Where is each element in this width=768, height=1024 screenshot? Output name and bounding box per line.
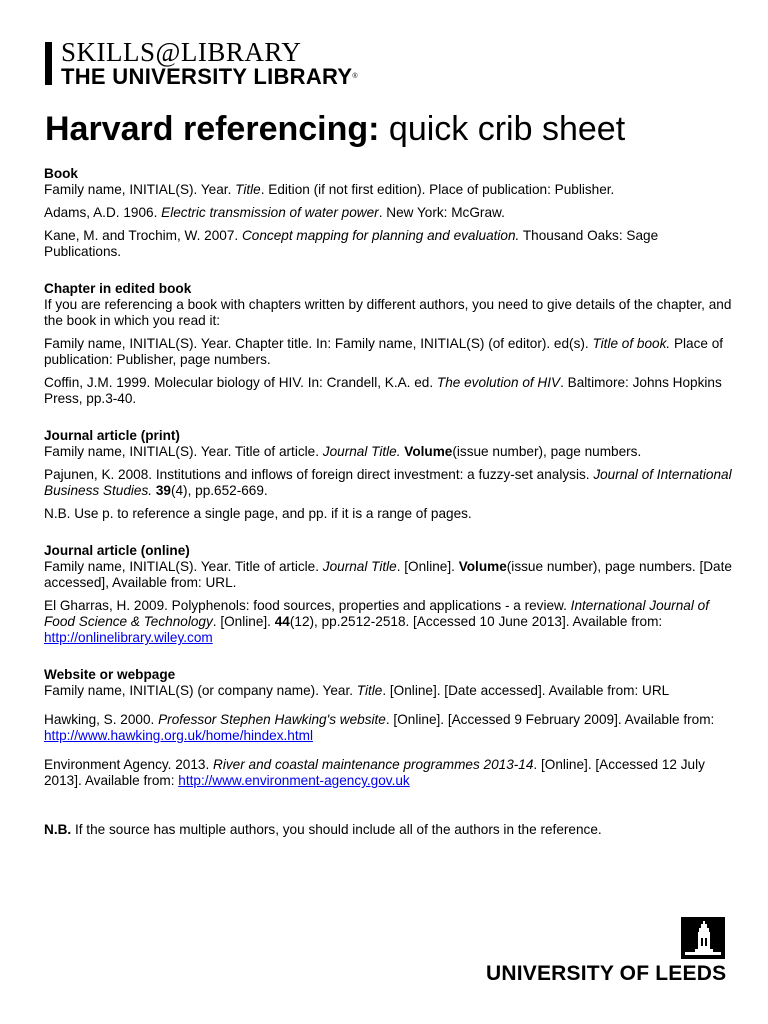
text-run: Coffin, J.M. 1999. Molecular biology of HIV. In: Crandell, K.A. ed. — [44, 375, 437, 390]
text-run: Family name, INITIAL(S). Year. — [44, 182, 236, 197]
book-example-1 — [44, 205, 734, 221]
text-run: Professor Stephen Hawking's website — [158, 712, 386, 727]
website-heading: Website or webpage — [44, 667, 176, 682]
chapter-heading: Chapter in edited book — [44, 281, 192, 296]
chapter-intro: If you are referencing a book with chapters written by different authors, you need to give details of the chapter, and the book in which you read it: — [44, 297, 732, 328]
trademark: ® — [352, 73, 358, 80]
wiley-link[interactable]: http://onlinelibrary.wiley.com — [44, 630, 213, 645]
text-run: International Journal of Food Science & Technology — [44, 598, 709, 629]
journal-online-heading: Journal article (online) — [44, 543, 190, 558]
header-bar — [45, 42, 52, 85]
text-run: Pajunen, K. 2008. Institutions and inflows of foreign direct investment: a fuzzy-set analysis. — [44, 467, 594, 482]
text-run: Journal Title — [322, 559, 397, 574]
text-run: . Baltimore: Johns Hopkins Press, pp.3-40. — [44, 375, 722, 406]
website-format — [44, 683, 734, 699]
final-note-label: N.B. — [44, 822, 72, 837]
text-run: Journal of International Business Studies. — [44, 467, 732, 498]
text-run: Kane, M. and Trochim, W. 2007. — [44, 228, 242, 243]
text-run: (12), pp.2512-2518. [Accessed 10 June 2013]. Available from: — [289, 614, 663, 629]
text-run: Family name, INITIAL(S). Year. Chapter title. In: Family name, INITIAL(S) (of editor). ed(s). — [44, 336, 593, 351]
text-run: Family name, INITIAL(S) (or company name). Year. — [44, 683, 357, 698]
hawking-link[interactable]: http://www.hawking.org.uk/home/hindex.html — [44, 728, 313, 743]
text-run: Family name, INITIAL(S). Year. Title of article. — [44, 559, 323, 574]
journal-online-example — [44, 598, 734, 646]
book-heading: Book — [44, 166, 78, 181]
chapter-format — [44, 336, 734, 368]
text-run: Electric transmission of water power — [161, 205, 379, 220]
page-title — [45, 108, 625, 150]
text-run: Title — [235, 182, 261, 197]
text-run: Place of publication: Publisher, page numbers. — [44, 336, 724, 367]
leeds-logo-icon — [681, 917, 725, 959]
book-format — [44, 182, 734, 198]
text-run: (issue number), page numbers. — [452, 444, 642, 459]
text-run: Concept mapping for planning and evaluation. — [241, 228, 520, 243]
text-run: (4), pp.652-669. — [170, 483, 268, 498]
leeds-tower-icon — [681, 917, 725, 959]
university-library-text: THE UNIVERSITY LIBRARY — [61, 64, 353, 89]
text-run: El Gharras, H. 2009. Polyphenols: food sources, properties and applications - a review. — [44, 598, 571, 613]
text-run: Thousand Oaks: Sage Publications. — [44, 228, 659, 259]
text-run: . [Online]. [Accessed 9 February 2009]. Available from: — [385, 712, 715, 727]
environment-agency-link[interactable]: http://www.environment-agency.gov.uk — [178, 773, 410, 788]
website-example-1 — [44, 712, 734, 744]
text-run: Journal Title. — [322, 444, 401, 459]
book-example-2 — [44, 228, 734, 260]
website-example-2 — [44, 757, 734, 789]
journal-print-heading: Journal article (print) — [44, 428, 180, 443]
content — [44, 166, 734, 845]
text-run: The evolution of HIV — [436, 375, 561, 390]
university-of-leeds-logo-text: UNIVERSITY OF LEEDS — [486, 962, 727, 985]
text-run: . [Online]. [Accessed 12 July 2013]. Available from: — [44, 757, 705, 788]
text-run: Hawking, S. 2000. — [44, 712, 159, 727]
text-run: 39 — [155, 483, 171, 498]
page-title-normal: quick crib sheet — [379, 110, 626, 148]
text-run: Adams, A.D. 1906. — [44, 205, 162, 220]
text-run: . [Online]. [Date accessed]. Available from: URL — [382, 683, 670, 698]
journal-print-example — [44, 467, 734, 499]
text-run: Environment Agency. 2013. — [44, 757, 214, 772]
journal-print-format — [44, 444, 734, 460]
text-run: Title — [356, 683, 383, 698]
text-run: Volume — [458, 559, 507, 574]
text-run: . Edition (if not first edition). Place of publication: Publisher. — [260, 182, 615, 197]
text-run: River and coastal maintenance programmes 2013-14 — [213, 757, 534, 772]
page-title-bold: Harvard referencing: — [45, 110, 380, 148]
university-library-title — [61, 65, 358, 89]
journal-print-note: N.B. Use p. to reference a single page, and pp. if it is a range of pages. — [44, 506, 472, 521]
text-run: Title of book. — [592, 336, 671, 351]
text-run: . New York: McGraw. — [378, 205, 505, 220]
text-run: Family name, INITIAL(S). Year. Title of article. — [44, 444, 323, 459]
text-run: . [Online]. — [396, 559, 459, 574]
text-run: . [Online]. — [212, 614, 275, 629]
skills-library-title: SKILLS@LIBRARY — [61, 37, 302, 67]
chapter-example — [44, 375, 734, 407]
text-run: (issue number), page numbers. [Date accessed], Available from: URL. — [44, 559, 732, 590]
final-note — [44, 822, 734, 838]
text-run: Volume — [404, 444, 453, 459]
text-run: 44 — [274, 614, 290, 629]
final-note-text: If the source has multiple authors, you should include all of the authors in the reference. — [71, 822, 602, 837]
journal-online-format — [44, 559, 734, 591]
